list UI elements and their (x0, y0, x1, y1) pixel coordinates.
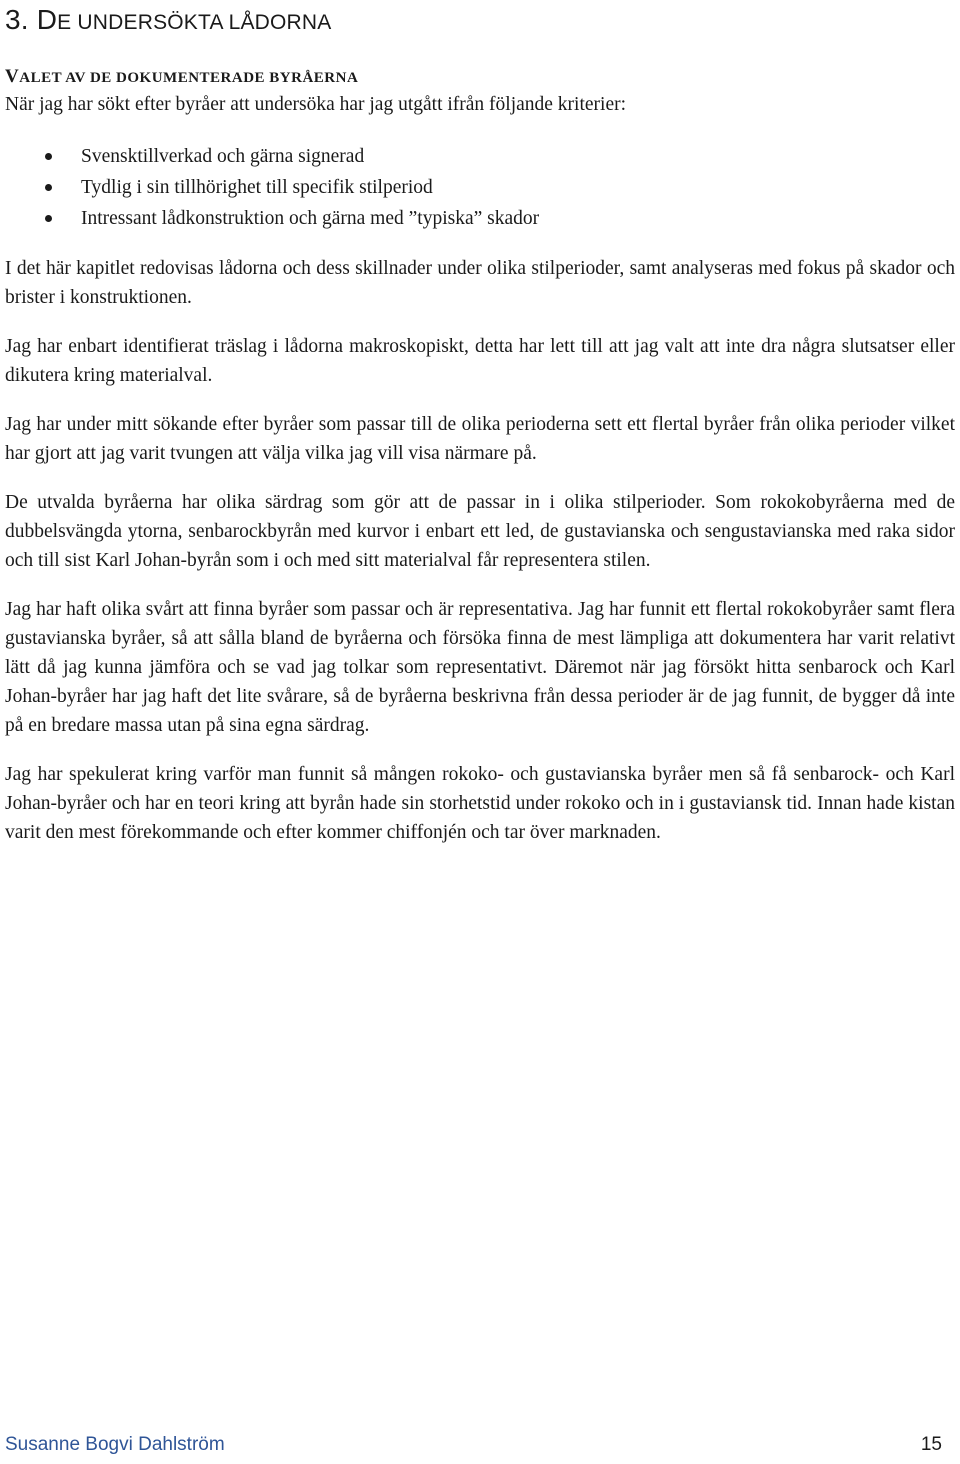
bullet-icon (45, 153, 52, 160)
page-number: 15 (920, 1434, 942, 1455)
body-paragraph: Jag har spekulerat kring varför man funnit så mången rokoko- och gustavianska byråer men så få senbarock- och Karl Johan-byråer och har en teori kring att byrån hade sin storhetstid under rokoko och in i gustaviansk tid. Innan hade kistan varit den mest förekommande och efter kommer chiffonjén och tar över marknaden. (5, 764, 955, 843)
list-item-text: Intressant lådkonstruktion och gärna med ”typiska” skador (81, 208, 540, 229)
criteria-list (5, 141, 955, 234)
footer-author: Susanne Bogvi Dahlström (5, 1434, 225, 1455)
list-item-text: Svensktillverkad och gärna signerad (81, 146, 365, 167)
list-item (5, 203, 955, 234)
bullet-icon (45, 215, 52, 222)
body-paragraph: Jag har haft olika svårt att finna byråer som passar och är representativa. Jag har funnit ett flertal rokokobyråer samt flera gustavianska byråer, så att sålla bland de byråerna och försöka finna de mest lämpliga att dokumentera har varit relativt lätt då jag kunna jämföra och se vad jag tolkar som representativt. Däremot när jag försökt hitta senbarock och Karl Johan-byråer har jag haft det lite svårare, så de byråerna beskrivna från dessa perioder är de jag funnit, de bygger då inte på en bredare massa utan på sina egna särdrag. (5, 599, 955, 736)
page-footer (5, 1434, 942, 1456)
list-item (5, 172, 955, 203)
body-paragraph: Jag har enbart identifierat träslag i lådorna makroskopiskt, detta har lett till att jag valt att inte dra några slutsatser eller dikutera kring materialval. (5, 336, 955, 386)
body-paragraph: I det här kapitlet redovisas lådorna och dess skillnader under olika stilperioder, samt analyseras med fokus på skador och brister i konstruktionen. (5, 258, 955, 308)
list-item (5, 141, 955, 172)
section-title-lead: V (5, 66, 20, 87)
list-item-text: Tydlig i sin tillhörighet till specifik stilperiod (81, 177, 433, 198)
bullet-icon (45, 184, 52, 191)
chapter-title (5, 0, 955, 41)
body-paragraph: Jag har under mitt sökande efter byråer som passar till de olika perioderna sett ett flertal byråer från olika perioder vilket har gjort att jag varit tvungen att välja vilka jag vill visa närmare på. (5, 414, 955, 464)
intro-paragraph: När jag har sökt efter byråer att undersöka har jag utgått ifrån följande kriterier: (5, 94, 627, 115)
section-title (5, 65, 955, 90)
document-page (5, 0, 955, 867)
chapter-title-lead: 3. D (5, 4, 58, 35)
section-title-rest: ALET AV DE DOKUMENTERADE BYRÅERNA (19, 70, 359, 86)
chapter-title-rest: E UNDERSÖKTA LÅDORNA (57, 11, 332, 34)
body-paragraph: De utvalda byråerna har olika särdrag som gör att de passar in i olika stilperioder. Som rokokobyråerna med de dubbelsvängda ytorna, senbarockbyrån med kurvor i enbart ett led, de gustavianska och sengustavianska med raka sidor och till sist Karl Johan-byrån som i och med sitt materialval får representera stilen. (5, 492, 955, 571)
